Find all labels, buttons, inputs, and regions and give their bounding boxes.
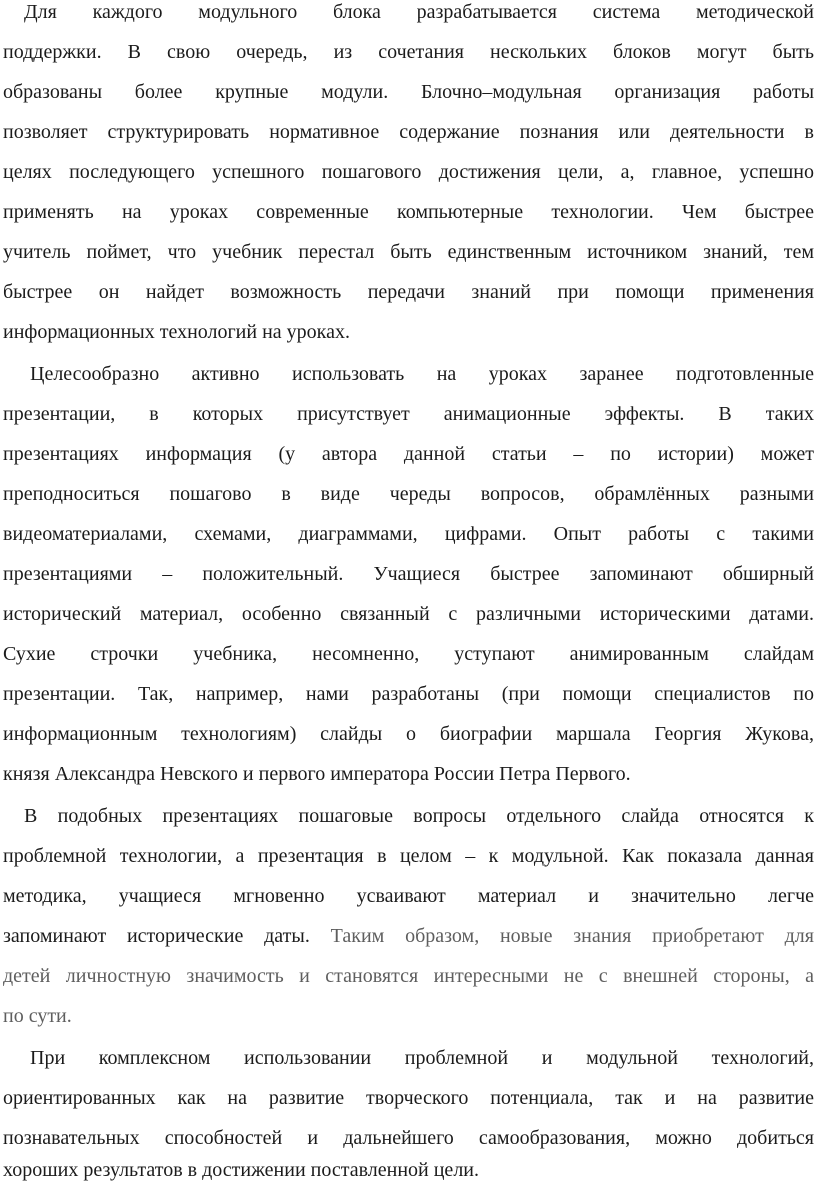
text-grey: Таким образом, новые знания приобретают для xyxy=(309,925,814,947)
text-line: проблемной технологии, а презентация в целом – к модульной. Как показала данная xyxy=(3,845,814,867)
text-line: образованы более крупные модули. Блочно–модульная организация работы xyxy=(3,81,814,103)
text-line-mixed xyxy=(3,916,814,956)
text-line: исторический материал, особенно связанный с различными историческими датами. xyxy=(3,603,814,625)
text-line: целях последующего успешного пошагового достижения цели, а, главное, успешно xyxy=(3,161,814,183)
text-line: презентациях информация (у автора данной статьи – по истории) может xyxy=(3,443,814,465)
text-line: поддержки. В свою очередь, из сочетания нескольких блоков могут быть xyxy=(3,41,814,63)
text-line: информационных технологий на уроках. xyxy=(3,321,350,343)
text-line: видеоматериалами, схемами, диаграммами, цифрами. Опыт работы с такими xyxy=(3,523,814,545)
text-line: ориентированных как на развитие творческого потенциала, так и на развитие xyxy=(3,1087,814,1109)
text-line: презентациями – положительный. Учащиеся быстрее запоминают обширный xyxy=(3,563,814,585)
text-line: применять на уроках современные компьютерные технологии. Чем быстрее xyxy=(3,201,814,223)
text-line: Сухие строчки учебника, несомненно, уступают анимированным слайдам xyxy=(3,643,814,665)
text-line: презентации, в которых присутствует анимационные эффекты. В таких xyxy=(3,403,814,425)
text-line: информационным технологиям) слайды о биографии маршала Георгия Жукова, xyxy=(3,723,814,745)
text-line: познавательных способностей и дальнейшего самообразования, можно добиться xyxy=(3,1127,814,1149)
text-line: хороших результатов в достижении поставленной цели. xyxy=(3,1159,479,1181)
text-line: презентации. Так, например, нами разработаны (при помощи специалистов по xyxy=(3,683,814,705)
text-line: детей личностную значимость и становятся интересными не с внешней стороны, а xyxy=(3,965,814,987)
text-dark: запоминают исторические даты. xyxy=(3,925,310,947)
text-line: Целесообразно активно использовать на уроках заранее подготовленные xyxy=(30,363,814,385)
text-line: В подобных презентациях пошаговые вопросы отдельного слайда относятся к xyxy=(24,805,814,827)
text-line: быстрее он найдет возможность передачи знаний при помощи применения xyxy=(3,281,814,303)
text-line: При комплексном использовании проблемной и модульной технологий, xyxy=(30,1047,814,1069)
text-line: Для каждого модульного блока разрабатывается система методической xyxy=(24,1,814,23)
text-line: позволяет структурировать нормативное содержание познания или деятельности в xyxy=(3,121,814,143)
text-line: князя Александра Невского и первого императора России Петра Первого. xyxy=(3,763,631,785)
text-line: преподноситься пошагово в виде череды вопросов, обрамлённых разными xyxy=(3,483,814,505)
text-line: учитель поймет, что учебник перестал быть единственным источником знаний, тем xyxy=(3,241,814,263)
text-line: методика, учащиеся мгновенно усваивают материал и значительно легче xyxy=(3,885,814,907)
text-line: по сути. xyxy=(3,1005,72,1027)
